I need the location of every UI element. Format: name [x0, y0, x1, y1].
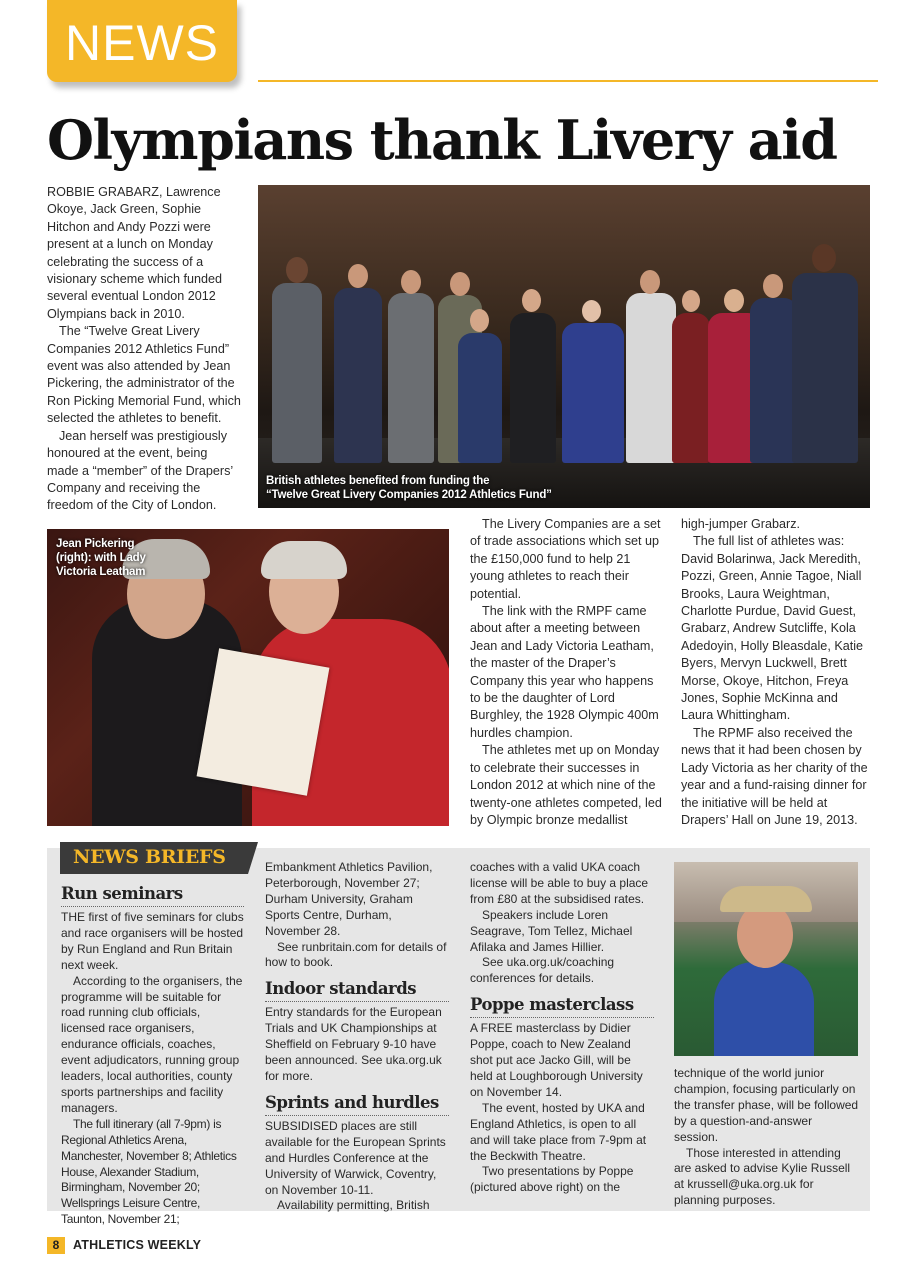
middle-para-3: The athletes met up on Monday to celebrate their successes in London 2012 at which nine of the twenty-one athletes competed, led by Olympic bronze medallist: [470, 743, 662, 827]
right-para-2: The full list of athletes was: David Bolarinwa, Jack Meredith, Pozzi, Green, Annie Tagoe, Niall Brooks, Laura Weightman, Charlotte Purdue, David Guest, Grabarz, Andrew Sutcliffe, Kola Adedoyin, Holly Bleasdale, Katie Byers, Mervyn Luckwell, Brett Morse, Okoye, Hitchon, Freya Jones, Sophie McKinna and Laura Whittingham.: [681, 534, 864, 723]
run-seminars-para-1: THE first of five seminars for clubs and race organisers will be hosted by Run England and Run Britain next week.: [61, 910, 244, 972]
top-rule: [258, 80, 878, 82]
poppe-para-3: Two presentations by Poppe (pictured above right) on the: [470, 1164, 634, 1195]
sprints-hurdles-details: See uka.org.uk/coaching conferences for details.: [470, 955, 615, 986]
figure-3-head: [401, 270, 421, 294]
indoor-standards-heading: Indoor standards: [265, 979, 449, 1002]
certificate: [197, 648, 330, 795]
figure-11: [750, 298, 798, 463]
figure-2: [334, 288, 382, 463]
jean-photo-caption: [56, 537, 146, 579]
poppe-masterclass-heading: Poppe masterclass: [470, 995, 654, 1018]
group-photo-caption-line-1: British athletes benefited from funding the: [266, 475, 490, 487]
figure-4-head: [450, 272, 470, 296]
figure-9: [672, 313, 710, 463]
figure-8-head: [640, 270, 660, 294]
sprints-hurdles-heading: Sprints and hurdles: [265, 1093, 449, 1116]
figure-9-head: [682, 290, 700, 312]
briefs-column-1: [61, 884, 244, 1228]
jean-caption-line-3: Victoria Leatham: [56, 566, 146, 578]
poppe-para-5: Those interested in attending are asked to advise Kylie Russell at krussell@uka.org.uk for planning purposes.: [674, 1145, 851, 1208]
figure-7-head: [582, 300, 601, 322]
figure-5: [458, 333, 502, 463]
figure-6-head: [522, 289, 541, 312]
run-seminars-para-2: According to the organisers, the programme will be suitable for road running club officials, licensed race organisers, endurance officials, coaches, event adjudicators, running group leaders, local authorities, county sports partnerships and facility managers.: [61, 973, 243, 1115]
sprints-hurdles-para-1: SUBSIDISED places are still available for the European Sprints and Hurdles Conference at the University of Warwick, Coventry, on November 10-11.: [265, 1118, 446, 1197]
headline: Olympians thank Livery aid: [47, 108, 837, 172]
intro-para-1: ROBBIE GRABARZ, Lawrence Okoye, Jack Green, Sophie Hitchon and Andy Pozzi were present at a lunch on Monday celebrating the success of a visionary scheme which funded several eventual London 2012 Olympians back in 2010.: [47, 185, 223, 321]
section-tab: [47, 0, 237, 82]
figure-10-head: [724, 289, 744, 312]
sprints-hurdles-speakers: Speakers include Loren Seagrave, Tom Tellez, Michael Afilaka and James Hillier.: [470, 907, 633, 954]
group-photo-caption: [266, 474, 552, 502]
figure-8: [626, 293, 676, 463]
poppe-para-4: technique of the world junior champion, focusing particularly on the transfer phase, will be followed by a question-and-answer session.: [674, 1066, 859, 1144]
figure-1: [272, 283, 322, 463]
figure-1-head: [286, 257, 308, 283]
publication-name: ATHLETICS WEEKLY: [73, 1238, 202, 1252]
figure-7: [562, 323, 624, 463]
poppe-para-2: The event, hosted by UKA and England Athletics, is open to all and will take place from 7-9pm at the Beckwith Theatre.: [470, 1100, 647, 1163]
sprints-hurdles-para-2: Availability permitting, British: [277, 1198, 430, 1213]
intro-column: [47, 184, 242, 515]
briefs-column-2: [265, 860, 449, 1214]
sprints-hurdles-continued: coaches with a valid UKA coach license will be able to buy a place from £80 at the subsidised rates.: [470, 860, 649, 906]
run-seminars-continued: Embankment Athletics Pavilion, Peterborough, November 27; Durham University, Graham Sports Centre, Durham, November 28.: [265, 860, 433, 938]
run-seminars-booking: See runbritain.com for details of how to book.: [265, 939, 447, 970]
jean-pickering-photo: [47, 529, 449, 826]
intro-para-2: The “Twelve Great Livery Companies 2012 Athletics Fund” event was also attended by Jean Pickering, the administrator of the Ron Picking Memorial Fund, which selected the athletes to benefit.: [47, 324, 241, 426]
figure-12: [792, 273, 858, 463]
news-briefs-label: NEWS BRIEFS: [73, 846, 226, 868]
figure-3: [388, 293, 434, 463]
briefs-column-3: [470, 860, 654, 1196]
indoor-standards-text: Entry standards for the European Trials and UK Championships at Sheffield on February 9-10 have been announced. See uka.org.uk for more.: [265, 1005, 442, 1083]
run-seminars-heading: Run seminars: [61, 884, 244, 907]
group-photo: [258, 185, 870, 508]
briefs-column-4: [674, 1066, 859, 1209]
section-tab-label: NEWS: [65, 15, 219, 71]
poppe-hat: [720, 886, 812, 912]
page-number: 8: [47, 1237, 65, 1254]
poppe-para-1: A FREE masterclass by Didier Poppe, coach to New Zealand shot put ace Jacko Gill, will be held at Loughborough University on November 14.: [470, 1021, 643, 1099]
right-para-1: high-jumper Grabarz.: [681, 517, 800, 531]
right-column: [681, 516, 873, 829]
run-seminars-para-3: The full itinerary (all 7-9pm) is Regional Athletics Arena, Manchester, November 8; Athletics House, Alexander Stadium, Birmingham, November 20; Wellsprings Leisure Centre, Taunton, November 21;: [61, 1116, 237, 1227]
right-para-3: The RPMF also received the news that it had been chosen by Lady Victoria as her charity of the year and a fund-raising dinner for the initiative will be held at Drapers’ Hall on June 19, 2013.: [681, 725, 868, 827]
figure-11-head: [763, 274, 783, 298]
middle-column: [470, 516, 665, 829]
news-briefs-tab: [60, 842, 248, 874]
jean-caption-line-1: Jean Pickering: [56, 538, 135, 550]
intro-para-3: Jean herself was prestigiously honoured at the event, being made a “member” of the Drapers’ Company and receiving the freedom of the City of London.: [47, 428, 233, 513]
figure-2-head: [348, 264, 368, 288]
middle-para-1: The Livery Companies are a set of trade associations which set up the £150,000 fund to help 21 young athletes to reach their potential.: [470, 517, 661, 601]
poppe-figure: [714, 962, 814, 1056]
jean-caption-line-2: (right): with Lady: [56, 552, 146, 564]
group-photo-caption-line-2: “Twelve Great Livery Companies 2012 Athletics Fund”: [266, 489, 552, 501]
figure-5-head: [470, 309, 489, 332]
figure-12-head: [812, 244, 836, 272]
figure-6: [510, 313, 556, 463]
jean-hair: [261, 541, 347, 579]
poppe-photo: [674, 862, 858, 1056]
middle-para-2: The link with the RMPF came about after a meeting between Jean and Lady Victoria Leatham, the master of the Draper’s Company this year who happens to be the daughter of Lord Burghley, the 1928 Olympic 400m hurdles champion.: [470, 604, 659, 740]
